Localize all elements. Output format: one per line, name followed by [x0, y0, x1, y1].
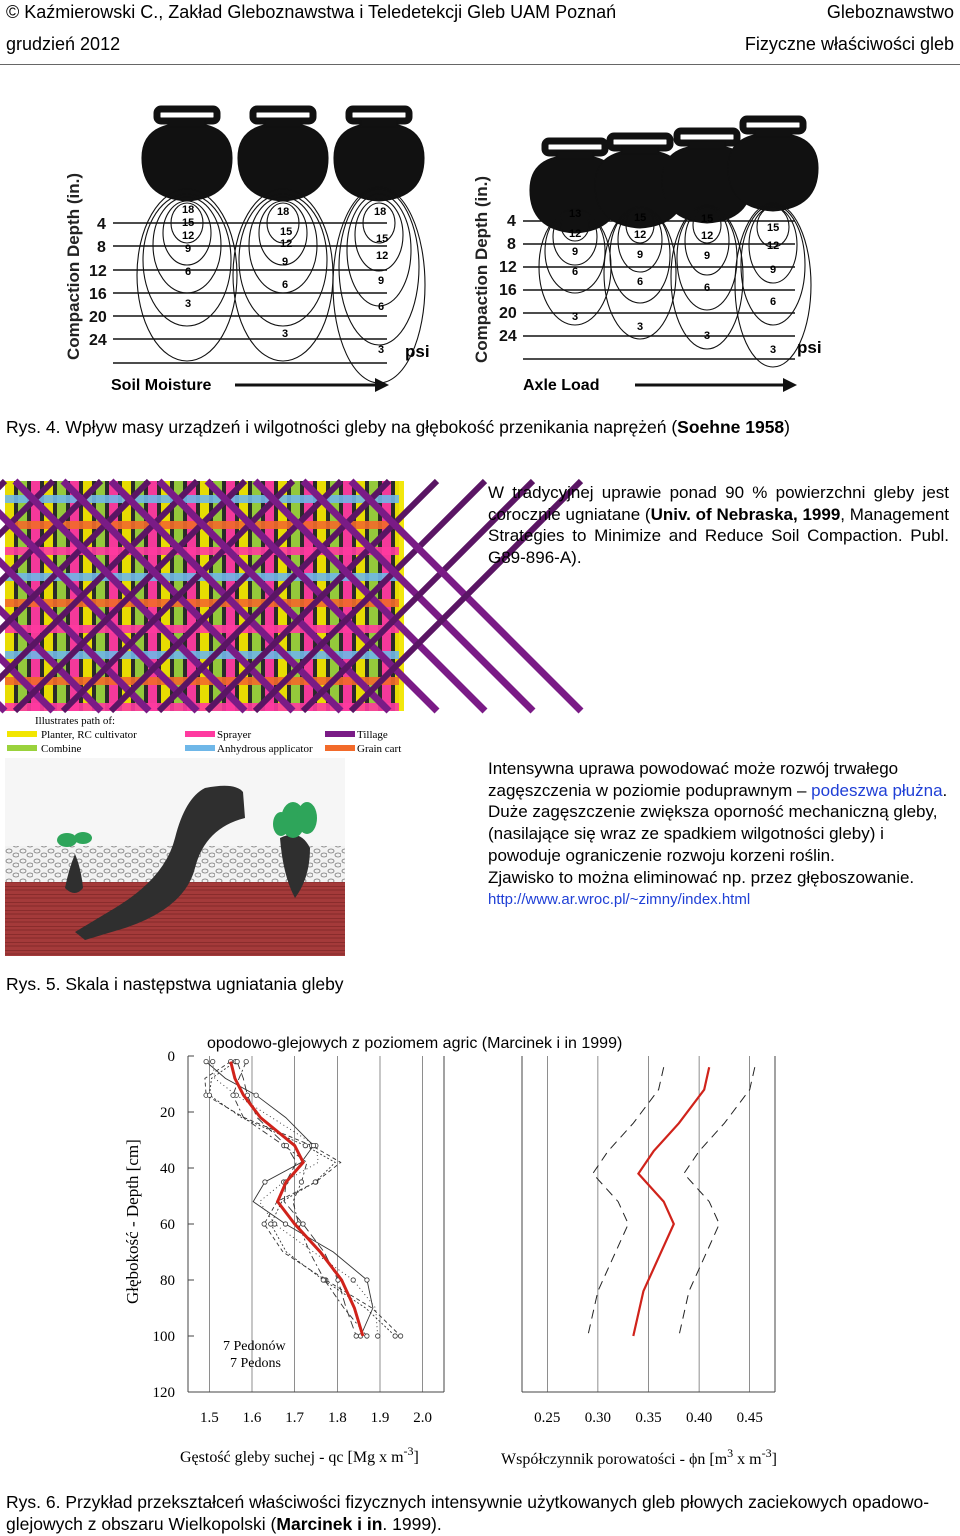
y-tick-label: 80: [160, 1273, 175, 1289]
bulb-value: 15: [767, 222, 780, 234]
bulb-value: 18: [374, 206, 387, 218]
left-depth-tick: 4: [97, 216, 106, 233]
left-ylabel: Compaction Depth (in.): [64, 173, 83, 360]
right-unit-psi: psi: [797, 338, 822, 357]
bulb-value: 15: [280, 226, 293, 238]
bulb-value: 6: [282, 279, 289, 291]
x-tick-label: 0.30: [584, 1410, 612, 1426]
bulb-value: 9: [572, 246, 579, 258]
bulb-value: 9: [282, 256, 289, 268]
field-traffic-pattern-figure: [5, 481, 401, 757]
legend-item: Sprayer: [217, 729, 252, 741]
pedon-annotation: 7 Pedonów: [223, 1339, 286, 1354]
bulb-value: 9: [704, 250, 711, 262]
x-tick-label: 1.5: [199, 1410, 219, 1426]
bulb-value: 18: [182, 204, 195, 216]
header-date: grudzień 2012: [6, 34, 121, 54]
bulb-value: 9: [637, 249, 644, 261]
bulb-value: 9: [770, 264, 777, 276]
bulb-value: 6: [637, 276, 644, 288]
right-depth-tick: 24: [499, 328, 517, 345]
x-tick-label: 2.0: [413, 1410, 433, 1426]
left-depth-tick: 12: [89, 263, 107, 280]
legend-swatch: [185, 745, 215, 751]
right-depth-tick: 20: [499, 305, 517, 322]
bulb-value: 6: [572, 266, 579, 278]
legend-swatch: [325, 731, 355, 737]
header-topic: Fizyczne właściwości gleb: [744, 34, 954, 54]
soil-profile-charts: [110, 1022, 840, 1474]
y-tick-label: 120: [152, 1385, 175, 1401]
x-tick-label: 0.45: [736, 1410, 763, 1426]
source-link[interactable]: http://www.ar.wroc.pl/~zimny/index.html: [488, 891, 751, 909]
pedon-profile-line: [205, 1062, 401, 1336]
y-tick-label: 0: [167, 1049, 175, 1065]
pedon-profile-line: [210, 1062, 396, 1336]
bulb-value: 12: [182, 230, 195, 242]
legend-item: Anhydrous applicator: [217, 743, 313, 755]
plow-pan-illustration: [5, 758, 345, 956]
right-depth-tick: 4: [507, 213, 516, 230]
bulb-value: 12: [376, 250, 389, 262]
bulb-value: 15: [376, 233, 389, 245]
legend-swatch: [7, 745, 37, 751]
bulb-value: 12: [767, 240, 780, 252]
bulb-value: 3: [378, 344, 385, 356]
bulb-value: 12: [701, 230, 714, 242]
legend-item: Grain cart: [357, 743, 402, 755]
x-tick-label: 0.40: [685, 1410, 713, 1426]
bulb-value: 3: [704, 330, 711, 342]
left-depth-tick: 24: [89, 332, 107, 349]
legend-item: Combine: [41, 743, 82, 755]
x-tick-label: 1.8: [327, 1410, 347, 1426]
bulb-value: 6: [185, 266, 192, 278]
bulb-value: 12: [634, 229, 647, 241]
right-xlabel: Axle Load: [523, 377, 600, 394]
x-tick-label: 1.6: [242, 1410, 262, 1426]
y-tick-label: 60: [160, 1217, 175, 1233]
pedon-annotation: 7 Pedons: [230, 1356, 281, 1371]
left-unit-psi: psi: [405, 342, 430, 361]
legend-swatch: [7, 731, 37, 737]
bulb-value: 3: [572, 311, 579, 323]
pedon-profile-line: [213, 1062, 378, 1336]
legend-item: Tillage: [357, 729, 388, 741]
plow-pan-term: podeszwa płużna: [811, 780, 943, 800]
left-depth-tick: 8: [97, 239, 106, 256]
compaction-depth-figure: [55, 95, 822, 405]
legend-swatch: [325, 745, 355, 751]
traffic-legend: [7, 715, 401, 755]
right-xlabel: Współczynnik porowatości - ϕn [$m^3$ x $m^{-3}$]: [501, 1446, 777, 1468]
bulb-value: 13: [569, 208, 582, 220]
porosity-bound-line: [588, 1067, 664, 1336]
y-tick-label: 100: [152, 1329, 175, 1345]
y-tick-label: 20: [160, 1105, 175, 1121]
bulb-value: 15: [634, 212, 647, 224]
chart-overlay-title: opodowo-glejowych z poziomem agric (Marcinek i in 1999): [207, 1035, 623, 1052]
figure5-caption: Rys. 5. Skala i następstwa ugniatania gleby: [6, 974, 344, 994]
bulb-value: 9: [378, 275, 385, 287]
bulb-value: 3: [770, 344, 777, 356]
bulb-value: 6: [704, 282, 711, 294]
paragraph-traditional-tillage: W tradycyjnej uprawie ponad 90 % powierzchni gleby jest corocznie ugniatane (Univ. of Nebraska, 1999, Management Strategies to Minimize and Reduce Soil Compaction. Publ. G89-896-A).: [488, 483, 949, 568]
header-author: © Kaźmierowski C., Zakład Gleboznawstwa i Teledetekcji Gleb UAM Poznań: [6, 2, 617, 22]
figure6-caption: Rys. 6. Przykład przekształceń właściwości fizycznych intensywnie użytkowanych gleb płowych zaciekowych opadowo-glejowych z obszaru Wielkopolski (Marcinek i in. 1999).: [6, 1492, 930, 1534]
legend-swatch: [185, 731, 215, 737]
right-depth-tick: 16: [499, 282, 517, 299]
bulb-value: 12: [569, 228, 582, 240]
right-depth-tick: 12: [499, 259, 517, 276]
bulb-value: 9: [185, 243, 192, 255]
bulb-value: 3: [282, 328, 289, 340]
bulb-value: 15: [182, 217, 195, 229]
paragraph-plow-pan: Intensywna uprawa powodować może rozwój trwałego zagęszczenia w poziomie poduprawnym – podeszwa płużna. Duże zagęszczenie zwiększa oporność mechaniczną gleby, (nasilające się wraz ze spadkiem wilgotności gleby) i powoduje ograniczenie rozwoju korzeni roślin. Zjawisko to można eliminować np. przez głęboszowanie. http://www.ar.wroc.pl/~zimny/index.html: [488, 759, 948, 909]
right-ylabel: Compaction Depth (in.): [472, 176, 491, 363]
y-tick-label: 40: [160, 1161, 175, 1177]
legend-item: Planter, RC cultivator: [41, 729, 137, 741]
x-tick-label: 1.7: [285, 1410, 305, 1426]
x-tick-label: 0.25: [534, 1410, 561, 1426]
bulb-value: 12: [280, 238, 293, 250]
left-depth-tick: 16: [89, 286, 107, 303]
right-depth-tick: 8: [507, 236, 516, 253]
left-xlabel: Soil Moisture: [111, 377, 212, 394]
bulb-value: 18: [277, 206, 290, 218]
bulb-value: 6: [770, 296, 777, 308]
header-subject: Gleboznawstwo: [826, 2, 954, 22]
figure4-caption: Rys. 4. Wpływ masy urządzeń i wilgotności gleby na głębokość przenikania naprężeń (Soehne 1958): [6, 417, 790, 437]
x-tick-label: 0.35: [635, 1410, 662, 1426]
left-xlabel: Gęstość gleby suchej - qc [Mg x $m^{-3}$]: [180, 1444, 419, 1466]
legend-title: Illustrates path of:: [35, 715, 116, 727]
bulb-value: 15: [701, 213, 714, 225]
header-divider: [0, 64, 960, 65]
bulb-value: 6: [378, 301, 385, 313]
chart-ylabel: Głębokość - Depth [cm]: [123, 1139, 142, 1304]
bulb-value: 3: [637, 321, 644, 333]
bulb-value: 3: [185, 298, 192, 310]
left-depth-tick: 20: [89, 309, 107, 326]
x-tick-label: 1.9: [370, 1410, 390, 1426]
mean-density-line: [231, 1062, 363, 1336]
